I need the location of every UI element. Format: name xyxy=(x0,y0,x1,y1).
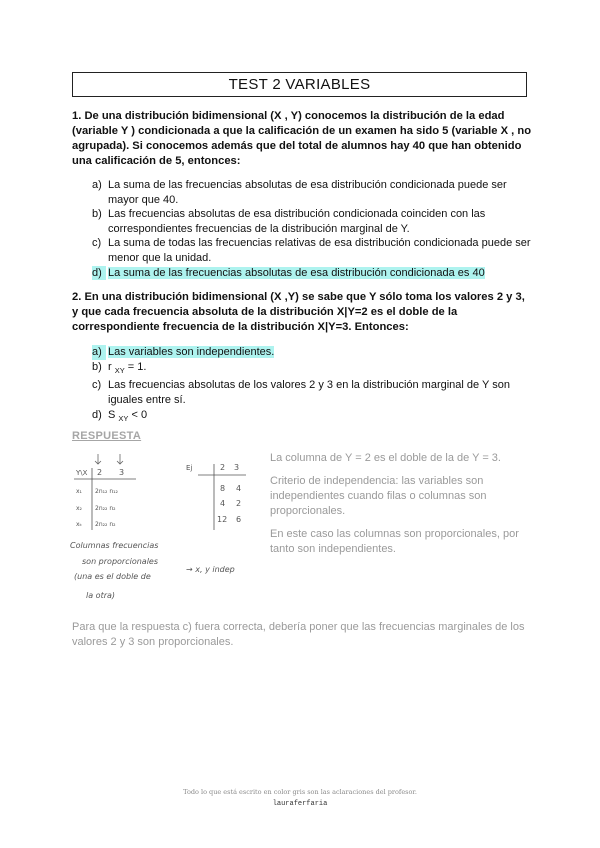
q1-option-d xyxy=(92,266,532,281)
q1-option-b xyxy=(92,207,532,236)
option-label: a) xyxy=(92,345,106,360)
option-label: c) xyxy=(92,379,102,392)
footer-disclaimer: Todo lo que está escrito en color gris son las aclaraciones del profesor. xyxy=(183,788,417,796)
page-title xyxy=(72,72,527,97)
symbol-r: r xyxy=(108,360,112,373)
option-text xyxy=(108,409,147,421)
option-label: d) xyxy=(92,408,102,421)
respuesta-heading: RESPUESTA xyxy=(72,430,142,442)
row-label: x₁ xyxy=(76,488,82,495)
option-label: b) xyxy=(92,208,102,221)
option-text xyxy=(108,361,146,373)
question-1: 1. De una distribución bidimensional (X , Y) conocemos la distribución de la edad (variable Y ) condicionada a que la calificación de un examen ha sido 5 (variable X , no agrupada). Si conocemos además que del total de alumnos hay 40 que han obtenido una calificación de 5, entonces: xyxy=(72,110,532,167)
ej-cell: 4 xyxy=(220,499,226,508)
ej-cell: 6 xyxy=(236,515,242,524)
hand-note-line: Columnas frecuencias xyxy=(70,541,159,550)
q1-option-a xyxy=(92,178,532,207)
question-1-options xyxy=(92,178,532,280)
subscript: XY xyxy=(118,413,129,423)
option-text: La suma de todas las frecuencias relativas de esa distribución condicionada puede ser menor que la unidad. xyxy=(108,237,531,264)
q2-option-b xyxy=(92,360,532,379)
option-text: Las variables son independientes. xyxy=(108,346,275,358)
option-text: Las frecuencias absolutas de los valores 2 y 3 en la distribución marginal de Y son iguales entre sí. xyxy=(108,379,510,406)
teacher-notes xyxy=(270,451,532,565)
ej-col: 3 xyxy=(234,463,240,472)
ej-cell: 12 xyxy=(217,515,228,524)
q2-option-a xyxy=(92,345,532,360)
ej-cell: 2 xyxy=(236,499,242,508)
option-text: La suma de las frecuencias absolutas de esa distribución condicionada puede ser mayor que 40. xyxy=(108,179,507,206)
q1-option-c xyxy=(92,236,532,265)
cell: 2n₁₂ n₁₂ xyxy=(95,488,118,495)
q2-option-c xyxy=(92,378,532,407)
option-suffix: < 0 xyxy=(128,408,148,421)
note-paragraph: Criterio de independencia: las variables son independientes cuando filas o columnas son proporcionales. xyxy=(270,475,487,517)
page-title-text: TEST 2 VARIABLES xyxy=(228,76,371,93)
cell: 2n₂₂ n₂ xyxy=(95,521,116,528)
subscript: XY xyxy=(114,365,125,375)
symbol-s: S xyxy=(108,408,116,421)
option-suffix: = 1. xyxy=(124,360,147,373)
note-paragraph: La columna de Y = 2 es el doble de la de Y = 3. xyxy=(270,452,501,464)
ej-cell: 4 xyxy=(236,484,242,493)
option-label: d) xyxy=(92,266,106,281)
option-label: c) xyxy=(92,237,102,250)
option-text: Las frecuencias absolutas de esa distribución condicionada coinciden con las correspondientes frecuencias de la distribución marginal de Y. xyxy=(108,208,486,235)
row-label: xₖ xyxy=(76,521,83,528)
question-2: 2. En una distribución bidimensional (X ,Y) se sabe que Y sólo toma los valores 2 y 3, y que cada frecuencia absoluta de la distribución X|Y=2 es el doble de la correspondiente frecuencia de la distribución X|Y=3. Entonces: xyxy=(72,291,525,333)
hand-note-line: (una es el doble de xyxy=(74,572,151,581)
handwritten-sketch xyxy=(68,448,268,608)
question-2-options xyxy=(92,345,532,426)
footer-author: lauraferfaria xyxy=(272,800,328,808)
col-head: 3 xyxy=(119,468,125,477)
row-label: x₂ xyxy=(76,505,82,512)
down-arrow-icon xyxy=(95,454,101,464)
ej-col: 2 xyxy=(220,463,226,472)
q2-option-d xyxy=(92,408,532,427)
bottom-note: Para que la respuesta c) fuera correcta, debería poner que las frecuencias marginales de los valores 2 y 3 son proporcionales. xyxy=(72,621,525,648)
note-paragraph: En este caso las columnas son proporcionales, por tanto son independientes. xyxy=(270,528,519,555)
cell: 2n₂₂ n₂ xyxy=(95,505,116,512)
down-arrow-icon xyxy=(117,454,123,464)
hand-arrow-note: → x, y indep xyxy=(186,565,235,574)
hand-note-line: la otra) xyxy=(86,591,116,600)
option-text: La suma de las frecuencias absolutas de esa distribución condicionada es 40 xyxy=(108,266,485,279)
option-label: b) xyxy=(92,360,102,373)
option-label: a) xyxy=(92,179,102,191)
hand-note-line: son proporcionales xyxy=(82,557,158,566)
axis-label: Y\X xyxy=(76,469,88,477)
ej-label: Ej xyxy=(186,464,193,472)
ej-cell: 8 xyxy=(220,484,226,493)
col-head: 2 xyxy=(97,468,103,477)
